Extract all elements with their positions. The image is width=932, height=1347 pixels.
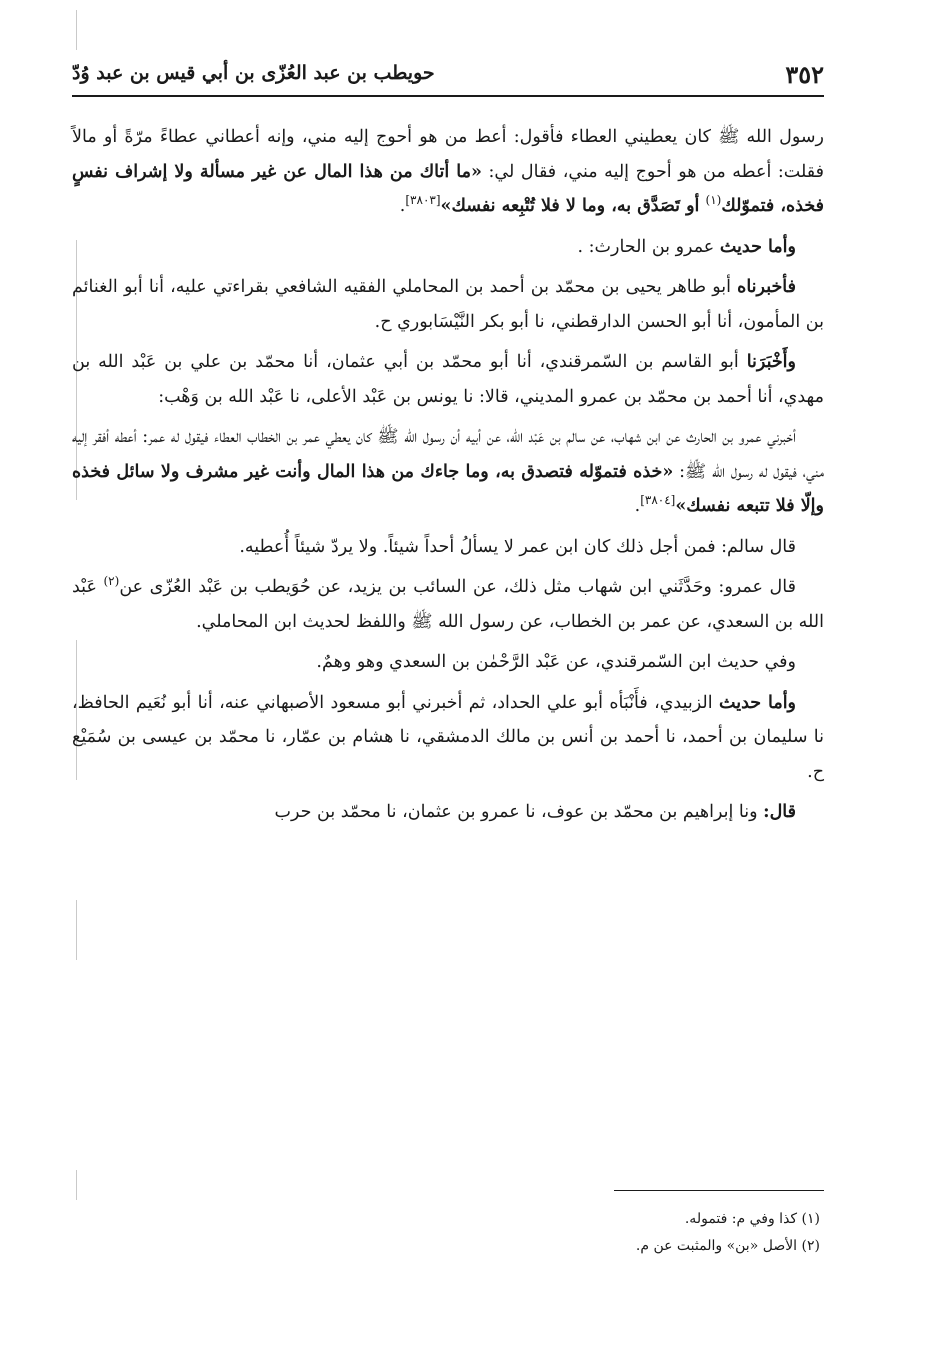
paragraph: وفي حديث ابن السّمرقندي، عن عَبْد الرَّحْمٰن بن السعدي وهو وهمٌ. xyxy=(316,652,796,672)
paragraph: رسول الله ﷺ كان يعطيني العطاء فأقول: أعط من هو أحوج إليه مني، وإنه أعطاني عطاءً مرّةً أو مالاً فقلت: أعطه من هو أحوج إليه مني، فقال لي: «ما أتاك من هذا المال عن غير مسألة ولا إشراف نفسٍ فخذه، فتموّلك$^{(١)}$ أو تَصَدَّق به، وما لا فلا تُتْبِعه نفسك»[٣٨٠٣]. xyxy=(72,127,824,216)
paragraph: وأما حديث الزبيدي، فأَنْبَأه أبو علي الحداد، ثم أخبرني أبو مسعود الأصبهاني عنه، أنا أبو نُعَيم الحافظ، نا سليمان بن أحمد، نا أحمد بن أنس بن مالك الدمشقي، نا هشام بن عمّار، نا محمّد بن عيسى بن سُمَيْع ح. xyxy=(72,692,824,782)
paragraph: قال عمرو: وحَدَّثَني ابن شهاب مثل ذلك، عن السائب بن يزيد، عن حُوَيطب بن عَبْد العُزّى عن$^{(٢)}$ عَبْد الله بن السعدي، عن عمر بن الخطاب، عن رسول الله ﷺ واللفظ لحديث ابن المحاملي. xyxy=(72,574,824,632)
paragraph: وأما حديث عمرو بن الحارث: . xyxy=(577,236,796,257)
paragraph: وأَخْبَرَنا أبو القاسم بن السّمرقندي، أنا أبو محمّد بن أبي عثمان، أنا محمّد بن علي بن عَبْد الله بن مهدي، أنا أحمد بن محمّد بن عمرو المديني، قالا: نا يونس بن عَبْد الأعلى، نا عَبْد الله بن وَهْب: xyxy=(72,352,824,407)
lead-word: وأَخْبَرَنا xyxy=(746,352,796,372)
hadith-quote: «ما أتاك من هذا المال عن غير مسألة ولا إشراف نفسٍ فخذه، فتموّلك xyxy=(72,161,824,216)
paragraph: قال سالم: فمن أجل ذلك كان ابن عمر لا يسألُ أحداً شيئاً. ولا يردّ شيئاً أُعطيه. xyxy=(239,536,796,557)
footnote: (٢) الأصل «بن» والمثبت عن م. xyxy=(635,1238,820,1254)
lead-word: وأما حديث xyxy=(719,236,796,257)
hadith-number: [٣٨٠٤] xyxy=(640,493,676,508)
scan-edge-mark xyxy=(76,1170,77,1200)
running-header xyxy=(72,56,824,94)
footnote-rule xyxy=(614,1190,824,1191)
paragraph: أخبرني عمرو بن الحارث عن ابن شهاب، عن سالم بن عَبْد الله، عن أبيه أن رسول الله ﷺ كان يعطي عمر بن الخطاب العطاء فيقول له عمر: أعطه أفقر إليه مني، فيقول له رسول الله ﷺ: «خذه فتموّله فتصدق به، وما جاءك من هذا المال وأنت غير مشرف ولا سائل فخذه وإلّا فلا تتبعه نفسك»[٣٨٠٤]. xyxy=(72,427,824,516)
footnotes xyxy=(72,1206,824,1260)
scan-edge-mark xyxy=(76,900,77,960)
paragraph: قال: ونا إبراهيم بن محمّد بن عوف، نا عمرو بن عثمان، نا محمّد بن حرب xyxy=(274,802,796,822)
footnote-ref: (١) xyxy=(705,193,722,208)
lead-word: فأخبرناه xyxy=(737,277,796,297)
paragraph: فأخبرناه أبو طاهر يحيى بن محمّد بن أحمد بن المحاملي الفقيه الشافعي بقراءتي عليه، أنا أبو الغنائم بن المأمون، أنا أبو الحسن الدارقطني، نا أبو بكر النَّيْسَابوري ح. xyxy=(72,277,824,332)
running-title: حويطب بن عبد العُزّى بن أبي قيس بن عبد وُدّ xyxy=(72,62,435,84)
footnote: (١) كذا وفي م: فتموله. xyxy=(684,1211,820,1227)
footnote-ref: (٢) xyxy=(103,574,120,589)
lead-word: قال: xyxy=(763,802,796,822)
main-text xyxy=(72,120,824,836)
page-number: ٣٥٢ xyxy=(785,60,824,89)
lead-word: وأما حديث xyxy=(719,692,797,713)
hadith-number: [٣٨٠٣] xyxy=(405,193,441,208)
hadith-quote: «خذه فتموّله فتصدق به، وما جاءك من هذا المال وأنت غير مشرف ولا سائل فخذه وإلّا فلا تتبعه نفسك» xyxy=(72,461,824,516)
scan-edge-mark xyxy=(76,10,77,50)
header-rule xyxy=(72,95,824,97)
hadith-quote: أو تَصَدَّق به، وما لا فلا تُتْبِعه نفسك» xyxy=(440,196,706,216)
